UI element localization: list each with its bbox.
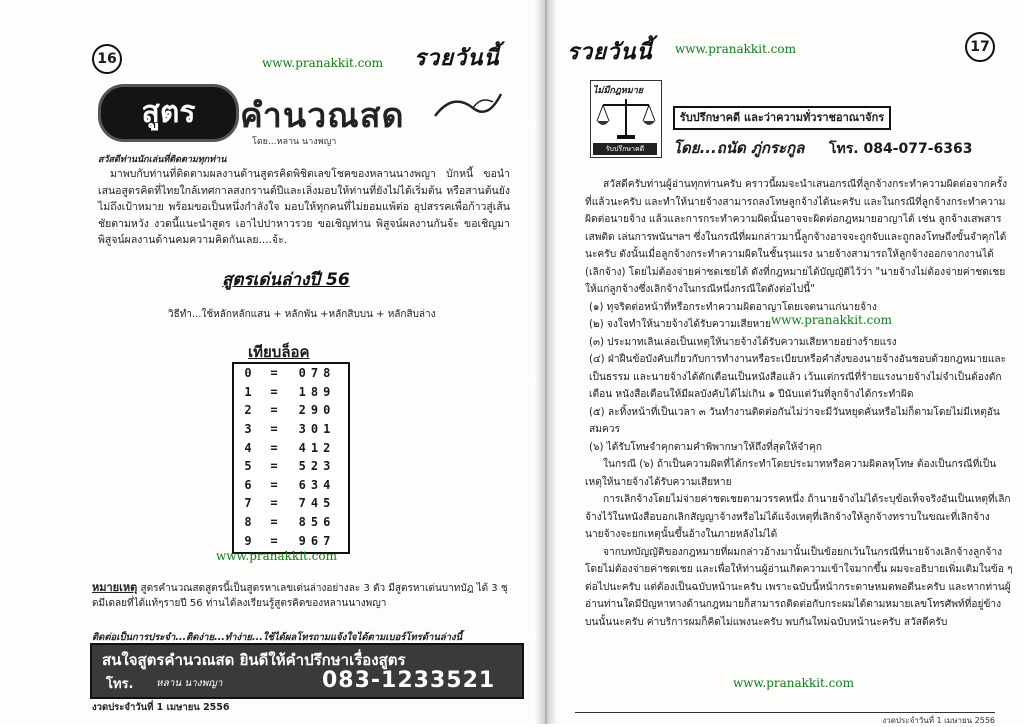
website-url: www.pranakkit.com: [262, 56, 384, 70]
list-item: (๒) จงใจทำให้นายจ้างได้รับความเสียหาย: [589, 319, 771, 330]
row-value: 967: [298, 533, 336, 548]
table-row: [234, 513, 348, 532]
page-gutter: [535, 0, 557, 724]
table-row: [234, 494, 348, 513]
page-number: 17: [965, 32, 995, 62]
row-value: 189: [298, 384, 336, 399]
row-value: 856: [298, 515, 336, 530]
article-paragraph: จากบทบัญญัติของกฎหมายที่ผมกล่าวอ้างมานั้นเป็นข้อยกเว้นในกรณีที่นายจ้างเลิกจ้างลูกจ้างโดยไม่ต้องจ่ายค่าชดเชย และเพื่อให้ท่านผู้อ่านเกิดความเข้าใจมากขึ้น ผมจะอธิบายเพิ่มเติมในข้อ ๆ ต่อไปนะครับ แต่ต้องเป็นฉบับหน้านะครับ เพราะฉบับนี้หน้ากระดาษหมดพอดีนะครับ และหากท่านผู้อ่านท่านใดมีปัญหาทางด้านกฎหมายก็สามารถติดต่อกับกระผมได้ตามหมายเลขโทรศัพท์ที่อยู่ข้างบนนั้นนะครับ ค่าบริการผมก็คิดไม่แพงนะครับ พบกันใหม่ฉบับหน้านะครับ สวัสดีครับ: [585, 546, 1013, 628]
logo-footer: รับปรึกษาคดี: [593, 143, 657, 155]
row-value: 078: [298, 366, 336, 381]
number-table: [232, 362, 350, 554]
equals-sign: =: [270, 366, 278, 381]
issue-footer: งวดประจำวันที่ 1 เมษายน 2556: [92, 702, 230, 713]
equals-sign: =: [270, 384, 278, 399]
article-paragraph: สวัสดีครับท่านผู้อ่านทุกท่านครับ คราวนี้ผมจะนำเสนอกรณีที่ลูกจ้างกระทำความผิดต่อจากครั้งที่แล้วนะครับ และทำให้นายจ้างสามารถลงโทษลูกจ้างได้นะครับ และในกรณีที่ลูกจ้างกระทำความผิดต่อนายจ้าง แล้วและการกระทำความผิดนั้นอาจจะผิดต่อกฎหมายอาญาได้ เช่น ลูกจ้างเสพสารเสพติด เล่นการพนันฯลฯ ซึ่งในกรณีที่ผมกล่าวมานี้ลูกจ้างอาจจะถูกจับและถูกลงโทษถึงขั้นจำคุกได้นะครับ ดังนั้นเมื่อลูกจ้างกระทำความผิดในชั้นรุนแรง นายจ้างสามารถให้ลูกจ้างออกจากงานได้ (เลิกจ้าง) โดยไม่ต้องจ่ายค่าชดเชยได้ ดังที่กฎหมายได้บัญญัติไว้ว่า "นายจ้างไม่ต้องจ่ายค่าชดเชยให้แก่ลูกจ้างซึ่งเลิกจ้างในกรณีหนึ่งกรณีใดดังต่อไปนี้": [585, 179, 1008, 295]
scales-of-justice-icon: [593, 95, 659, 141]
row-digit: 3: [244, 422, 252, 437]
table-row: [234, 476, 348, 495]
list-item: (๓) ประมาทเลินเล่อเป็นเหตุให้นายจ้างได้รับความเสียหายอย่างร้ายแรง: [589, 336, 897, 348]
remark-label: หมายเหตุ: [92, 581, 138, 594]
page-number: 16: [92, 44, 122, 74]
row-digit: 4: [244, 440, 252, 455]
equals-sign: =: [270, 403, 278, 418]
row-digit: 8: [244, 515, 252, 530]
logo-caption: ไม่มีกฎหมาย: [593, 86, 644, 96]
banner-title: คำนวณสด: [240, 96, 405, 136]
list-item: (๖) ได้รับโทษจำคุกตามคำพิพากษาให้ถึงที่สุดให้จำคุก: [589, 441, 822, 453]
masthead-logo: รวยวันนี้: [567, 39, 653, 65]
row-value: 745: [298, 496, 336, 511]
ad-name: หลาน นางพญา: [156, 678, 223, 689]
row-value: 290: [298, 403, 336, 418]
table-row: [234, 438, 348, 457]
ad-headline: สนใจสูตรคำนวณสด ยินดีให้คำปรึกษาเรื่องสูตร: [102, 651, 406, 669]
equals-sign: =: [270, 459, 278, 474]
banner-pill: สูตร: [98, 84, 239, 142]
table-row: [234, 383, 348, 402]
row-value: 412: [298, 440, 336, 455]
row-digit: 2: [244, 403, 252, 418]
ornament-swirl-icon: [433, 86, 505, 126]
table-row: [234, 420, 348, 439]
article-paragraph: ในกรณี (๖) ถ้าเป็นความผิดที่ได้กระทำโดยประมาทหรือความผิดลหุโทษ ต้องเป็นกรณีที่เป็นเหตุให้นายจ้างได้รับความเสียหาย: [585, 459, 997, 488]
ad-phone-number: 083-1233521: [322, 668, 496, 693]
row-digit: 6: [244, 477, 252, 492]
section-subhead: สูตรเด่นล่างปี 56: [222, 270, 350, 290]
column-banner: [98, 84, 508, 138]
row-value: 301: [298, 422, 336, 437]
law-logo: [590, 80, 662, 158]
row-value: 523: [298, 459, 336, 474]
article-body: [585, 176, 1013, 631]
right-page: [557, 0, 1024, 724]
author-name: โดย...ถนัด ภู่กระกูล: [673, 139, 805, 157]
website-url: www.pranakkit.com: [675, 42, 797, 56]
table-row: [234, 364, 348, 383]
list-item: (๔) ฝ่าฝืนข้อบังคับเกี่ยวกับการทำงานหรือระเบียบหรือคำสั่งของนายจ้างอันชอบด้วยกฎหมายและเป็นธรรม และนายจ้างได้ตักเตือนเป็นหนังสือแล้ว เว้นแต่กรณีที่ร้ายแรงนายจ้างไม่จำเป็นต้องตักเตือน หนังสือเตือนให้มีผลบังคับได้ไม่เกิน ๑ ปีนับแต่วันที่ลูกจ้างได้กระทำผิด: [589, 354, 1007, 400]
equals-sign: =: [270, 422, 278, 437]
row-value: 634: [298, 477, 336, 492]
advertisement-box: [90, 643, 524, 699]
row-digit: 5: [244, 459, 252, 474]
equals-sign: =: [270, 515, 278, 530]
row-digit: 7: [244, 496, 252, 511]
consult-box: รับปรึกษาคดี และว่าความทั่วราชอาณาจักร: [673, 106, 891, 130]
equals-sign: =: [270, 477, 278, 492]
row-digit: 1: [244, 384, 252, 399]
article-paragraph: การเลิกจ้างโดยไม่จ่ายค่าชดเชยตามวรรคหนึ่ง ถ้านายจ้างไม่ได้ระบุข้อเท็จจริงอันเป็นเหตุที่เลิกจ้างไว้ในหนังสือบอกเลิกสัญญาจ้างหรือไม่ได้แจ้งเหตุที่เลิกจ้างให้ลูกจ้างทราบในขณะที่เลิกจ้าง นายจ้างจะยกเหตุนั้นขึ้นอ้างในภายหลังไม่ได้: [585, 494, 1011, 540]
equals-sign: =: [270, 496, 278, 511]
list-item: (๕) ละทิ้งหน้าที่เป็นเวลา ๓ วันทำงานติดต่อกันไม่ว่าจะมีวันหยุดคั่นหรือไม่ก็ตามโดยไม่มีเหตุอันสมควร: [589, 406, 1000, 435]
list-item: (๑) ทุจริตต่อหน้าที่หรือกระทำความผิดอาญาโดยเจตนาแก่นายจ้าง: [589, 301, 877, 313]
byline: โดย...หลาน นางพญา: [252, 137, 337, 147]
issue-footer: งวดประจำวันที่ 1 เมษายน 2556: [575, 712, 995, 727]
website-url: www.pranakkit.com: [771, 313, 893, 327]
table-row: [234, 531, 348, 550]
remark-text: สูตรคำนวณสดสูตรนี้เป็นสูตรหาเลขเด่นล่างอย่างละ 3 ตัว มีสูตรหาเด่นบาทบัฎ ได้ 3 ชุดมีเดลยที่ได้แท้ๆรายปี 56 ท่านได้ลงเรียนรู้สูตรคิดของหลานนางพญา: [92, 583, 508, 609]
equals-sign: =: [270, 533, 278, 548]
table-row: [234, 457, 348, 476]
tagline: สวัสดีท่านนักเล่นที่ติดตามทุกท่าน: [98, 155, 227, 165]
website-url: www.pranakkit.com: [216, 549, 338, 563]
ad-tel-label: โทร.: [106, 677, 134, 692]
method-text: วิธีทำ...ใช้หลักหลักแสน + หลักพัน +หลักสิบบน + หลักสิบล่าง: [168, 309, 436, 320]
author-phone: โทร. 084-077-6363: [829, 141, 973, 157]
remark-block: [92, 580, 512, 611]
equals-sign: =: [270, 440, 278, 455]
contact-line: ติดต่อเป็นการประจำ...ติดง่าย...ทำง่าย...ใช้ได้ผลโทรถามแจ้งใจได้ตามเบอร์โทรด้านล่างนี้: [92, 632, 463, 643]
row-digit: 0: [244, 366, 252, 381]
row-digit: 9: [244, 533, 252, 548]
table-title: เทียบล็อค: [248, 343, 310, 361]
masthead-logo: รวยวันนี้: [414, 45, 500, 71]
website-url: www.pranakkit.com: [733, 676, 855, 690]
intro-paragraph: มาพบกับท่านที่ติดตามผลงานด้านสูตรคิดพิชิตเลขโชคของหลานนางพญา บักหนี้ ขอนำเสนอสูตรคิดที่ไทยใกล้เทศกาลสงกรานต์ปีและเลิ่งมอบให้ท่านที่ยังไม่ได้เริ่มต้น หรือสานต้นยังไม่ถึงเป้าหมาย พร้อมขอเป็นหนึ่งกำลังใจ มอบให้ทุกคนที่ไม่ยอมแพ้ต่อ อุปสรรคเพื่อก้าวสู่เส้นชัยตามหวัง งวดนี้แนะนำสูตร เอาไปปาหาวรวย ขอเชิญท่าน พิสูจน์ผลงานกันจ้ะ ขอเชิญมาพิสูจน์ผลงานด้านคมความคิดกันเลย....จ้ะ.: [98, 168, 510, 246]
table-row: [234, 401, 348, 420]
